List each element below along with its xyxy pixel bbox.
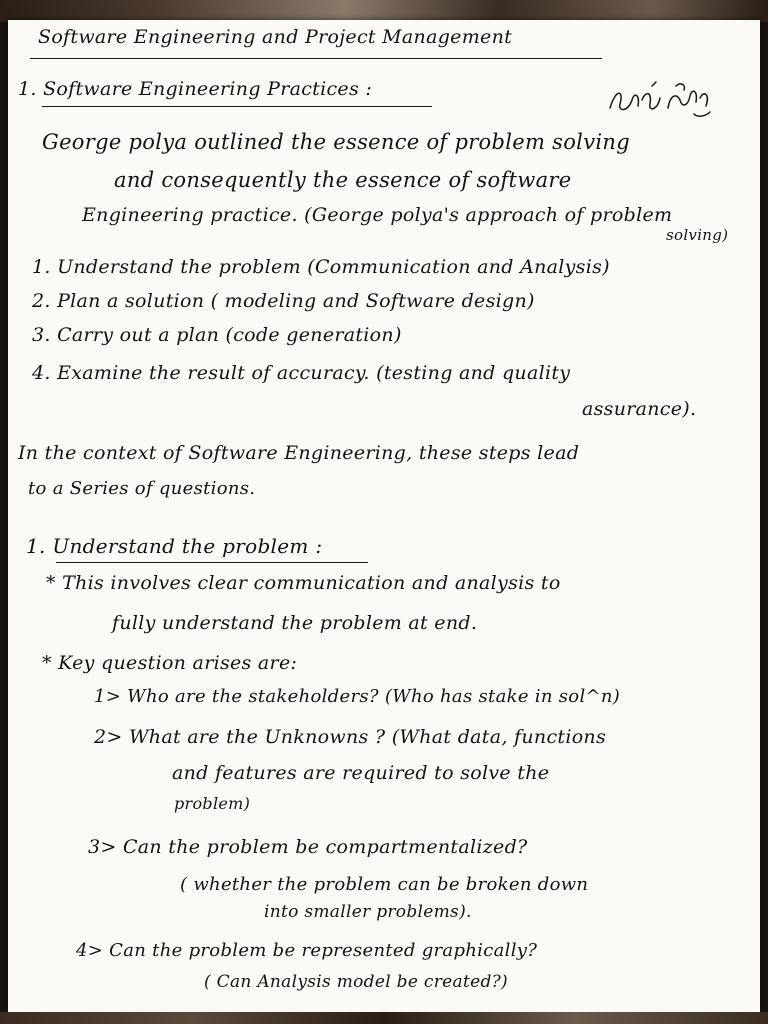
step-2: 2. Plan a solution ( modeling and Software design)	[32, 290, 535, 312]
question-1: 1> Who are the stakeholders? (Who has stake in sol^n)	[94, 686, 621, 707]
step-4-cont: assurance).	[582, 398, 697, 420]
section-underline	[42, 106, 432, 107]
bullet-2: * Key question arises are:	[42, 652, 298, 674]
context-line-2: to a Series of questions.	[28, 478, 256, 499]
scan-edge-bottom	[0, 1012, 768, 1024]
question-3-cont-1: ( whether the problem can be broken down	[180, 874, 589, 895]
intro-line-3: Engineering practice. (George polya's approach of problem	[82, 204, 673, 226]
question-3-cont-2: into smaller problems).	[264, 902, 472, 922]
question-3: 3> Can the problem be compartmentalized?	[88, 836, 528, 858]
step-4: 4. Examine the result of accuracy. (testing and quality	[32, 362, 571, 384]
question-4: 4> Can the problem be represented graphically?	[76, 940, 538, 961]
step-1: 1. Understand the problem (Communication and Analysis)	[32, 256, 610, 278]
context-line-1: In the context of Software Engineering, these steps lead	[18, 442, 580, 464]
question-2-cont-2: problem)	[174, 794, 251, 813]
scan-edge-top	[0, 0, 768, 22]
question-2: 2> What are the Unknowns ? (What data, functions	[94, 726, 607, 748]
section-heading: 1. Software Engineering Practices :	[18, 78, 373, 100]
notebook-page	[8, 20, 760, 1018]
question-4-cont: ( Can Analysis model be created?)	[204, 972, 508, 992]
bullet-1-line-2: fully understand the problem at end.	[112, 612, 478, 634]
subsection-underline	[56, 562, 368, 563]
subsection-heading: 1. Understand the problem :	[26, 534, 323, 558]
intro-line-2: and consequently the essence of software	[114, 168, 572, 192]
step-3: 3. Carry out a plan (code generation)	[32, 324, 402, 346]
page-title: Software Engineering and Project Management	[38, 26, 513, 48]
intro-line-1: George polya outlined the essence of problem solving	[42, 130, 630, 154]
signature	[606, 78, 716, 124]
question-2-cont-1: and features are required to solve the	[172, 762, 550, 784]
title-underline	[30, 58, 602, 59]
bullet-1-line-1: * This involves clear communication and analysis to	[46, 572, 561, 594]
intro-line-4: solving)	[666, 226, 729, 244]
